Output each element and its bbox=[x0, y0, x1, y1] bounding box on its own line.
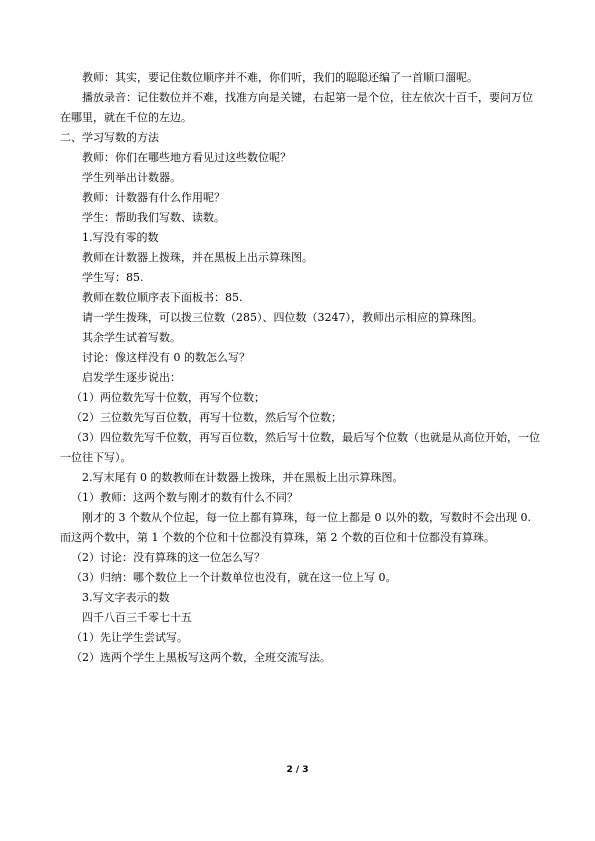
paragraph: 请一学生拨珠，可以拨三位数（285）、四位数（3247），教师出示相应的算珠图。 bbox=[82, 311, 483, 324]
subsection-heading: 1.写没有零的数 bbox=[82, 231, 159, 244]
page-number: 2 / 3 bbox=[286, 765, 309, 775]
subsection-heading: 2.写末尾有 0 的数教师在计数器上拨珠，并在黑板上出示算珠图。 bbox=[82, 471, 404, 484]
paragraph: 播放录音：记住数位并不难，找准方向是关键，右起第一是个位，往左依次十百千，要问万位在哪里，就在千位的左边。 bbox=[60, 91, 533, 124]
paragraph: 学生列举出计数器。 bbox=[82, 171, 181, 184]
paragraph: 刚才的 3 个数从个位起，每一位上都有算珠，每一位上都是 0 以外的数，写数时不会出现 0.而这两个数中，第 1 个数的个位和十位都没有算珠，第 2 个数的百位和十位都没有算珠。 bbox=[60, 511, 531, 544]
list-item: （1）两位数先写十位数，再写个位数； bbox=[71, 391, 265, 404]
list-item: （1）教师：这两个数与刚才的数有什么不同？ bbox=[71, 491, 298, 504]
paragraph: 四千八百三千零七十五 bbox=[82, 611, 192, 624]
paragraph: 教师在计数器上拨珠，并在黑板上出示算珠图。 bbox=[82, 251, 313, 264]
list-item: （2）三位数先写百位数，再写十位数，然后写个位数； bbox=[71, 411, 342, 424]
list-item: （2）讨论：没有算珠的这一位怎么写？ bbox=[71, 551, 265, 564]
list-item: （3）归纳：哪个数位上一个计数单位也没有，就在这一位上写 0。 bbox=[71, 571, 397, 584]
section-heading: 二、学习写数的方法 bbox=[60, 131, 159, 144]
paragraph: 教师在数位顺序表下面板书：85. bbox=[82, 291, 243, 304]
paragraph: 教师：其实，要记住数位顺序并不难，你们听，我们的聪聪还编了一首顺口溜呢。 bbox=[82, 71, 478, 84]
paragraph: 教师：计数器有什么作用呢？ bbox=[82, 191, 225, 204]
list-item: （3）四位数先写千位数，再写百位数，然后写十位数，最后写个位数（也就是从高位开始，一位一位往下写）。 bbox=[60, 431, 540, 464]
subsection-heading: 3.写文字表示的数 bbox=[82, 591, 170, 604]
paragraph: 启发学生逐步说出： bbox=[82, 371, 181, 384]
paragraph: 讨论：像这样没有 0 的数怎么写？ bbox=[82, 351, 250, 364]
list-item: （1）先让学生尝试写。 bbox=[71, 631, 188, 644]
page-content bbox=[60, 68, 540, 668]
paragraph: 其余学生试着写数。 bbox=[82, 331, 181, 344]
paragraph: 教师：你们在哪些地方看见过这些数位呢？ bbox=[82, 151, 291, 164]
list-item: （2）选两个学生上黑板写这两个数，全班交流写法。 bbox=[71, 651, 331, 664]
paragraph: 学生写：85. bbox=[82, 271, 144, 284]
paragraph: 学生：帮助我们写数、读数。 bbox=[82, 211, 225, 224]
